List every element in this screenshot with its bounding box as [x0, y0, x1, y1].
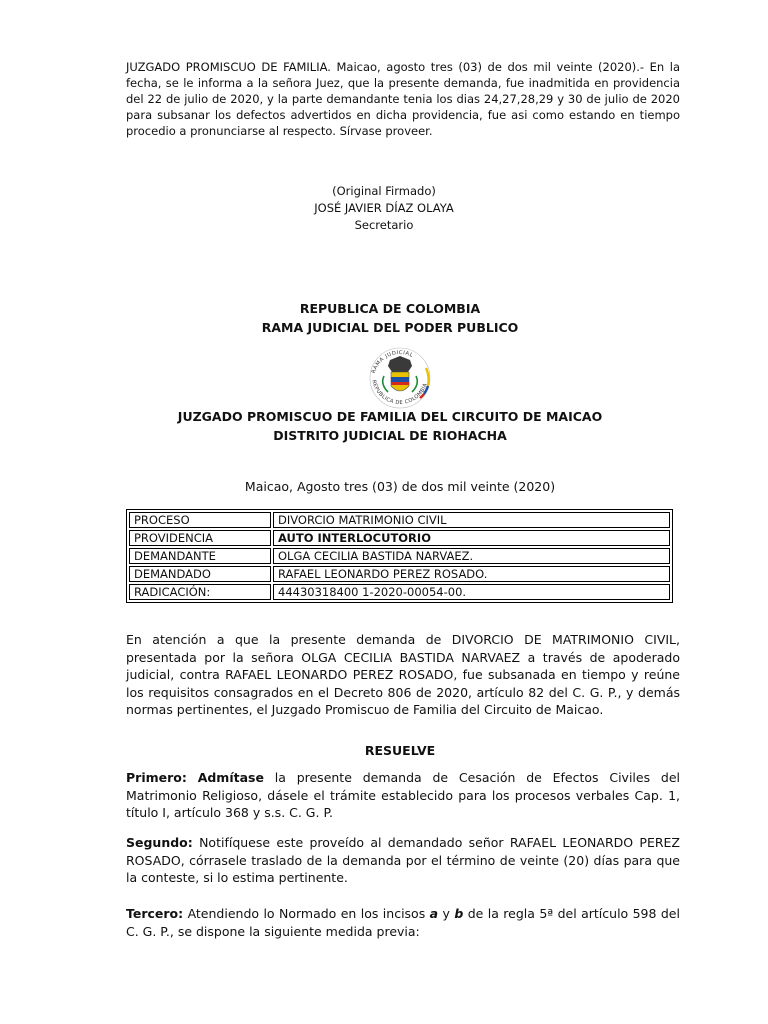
table-value: AUTO INTERLOCUTORIO [273, 530, 670, 546]
republic-title: REPUBLICA DE COLOMBIA [299, 301, 481, 316]
district-title: DISTRITO JUDICIAL DE RIOHACHA [273, 428, 507, 443]
table-row [129, 512, 670, 528]
table-key: DEMANDADO [129, 566, 271, 582]
seal-text-bottom: REPUBLICA DE COLOMBIA [370, 379, 429, 407]
tercero-text-b: de la regla 5ª del artículo 598 del C. G. P., se dispone la siguiente medida previa: [126, 906, 680, 939]
signature-block [0, 183, 768, 234]
table-row [129, 566, 670, 582]
table-key: DEMANDANTE [129, 548, 271, 564]
primero-paragraph [126, 769, 680, 822]
table-key: PROVIDENCIA [129, 530, 271, 546]
segundo-text: Notifíquese este proveído al demandado señor RAFAEL LEONARDO PEREZ ROSADO, córrasele traslado de la demanda por el término de veinte (20) días para que la conteste, si lo estima pertinente. [126, 835, 680, 885]
primero-text: la presente demanda de Cesación de Efectos Civiles del Matrimonio Religioso, dásele el trámite establecido para los procesos verbales Cap. 1, título I, artículo 368 y s.s. C. G. P. [126, 770, 680, 820]
tercero-paragraph [126, 905, 680, 940]
intro-paragraph: En atención a que la presente demanda de DIVORCIO DE MATRIMONIO CIVIL, presentada por la señora OLGA CECILIA BASTIDA NARVAEZ a través de apoderado judicial, contra RAFAEL LEONARDO PEREZ ROSADO, fue subsanada en tiempo y reúne los requisitos consagrados en el Decreto 806 de 2020, artículo 82 del C. G. P., y demás normas pertinentes, el Juzgado Promiscuo de Familia del Circuito de Maicao. [126, 632, 680, 717]
table-row [129, 530, 670, 546]
table-value: 44430318400 1-2020-00054-00. [273, 584, 670, 600]
tercero-label: Tercero: [126, 906, 184, 921]
court-heading [0, 407, 768, 445]
signature-status: (Original Firmado) [332, 184, 436, 198]
republic-heading [0, 299, 768, 337]
tercero-text-a: Atendiendo lo Normado en los incisos [187, 906, 426, 921]
seal-text-top: RAMA JUDICIAL [370, 349, 415, 375]
table-value: RAFAEL LEONARDO PEREZ ROSADO. [273, 566, 670, 582]
segundo-paragraph [126, 834, 680, 887]
document-date: Maicao, Agosto tres (03) de dos mil veinte (2020) [244, 479, 556, 494]
secretary-note: JUZGADO PROMISCUO DE FAMILIA. Maicao, agosto tres (03) de dos mil veinte (2020).- En la fecha, se le informa a la señora Juez, que la presente demanda, fue inadmitida en providencia del 22 de julio de 2020, y la parte demandante tenia los dias 24,27,28,29 y 30 de julio de 2020 para subsanar los defectos advertidos en dicha providencia, fue asi como estando en tiempo procedio a pronunciarse al respecto. Sírvase proveer. [126, 60, 680, 138]
resuelve-heading: RESUELVE [364, 743, 436, 758]
table-value: DIVORCIO MATRIMONIO CIVIL [273, 512, 670, 528]
primero-label: Primero: [126, 770, 187, 785]
tercero-letter-a: a [429, 906, 439, 921]
tercero-conj: y [442, 906, 450, 921]
table-row [129, 584, 670, 600]
table-key: PROCESO [129, 512, 271, 528]
judicial-branch-title: RAMA JUDICIAL DEL PODER PUBLICO [261, 320, 519, 335]
court-title: JUZGADO PROMISCUO DE FAMILIA DEL CIRCUITO DE MAICAO [177, 409, 603, 424]
case-info-table [126, 509, 673, 603]
table-row [129, 548, 670, 564]
primero-verb: Admítase [197, 770, 264, 785]
signer-name: JOSÉ JAVIER DÍAZ OLAYA [314, 201, 454, 215]
tercero-letter-b: b [454, 906, 464, 921]
segundo-label: Segundo: [126, 835, 193, 850]
rama-judicial-seal-icon [358, 346, 442, 410]
signer-role: Secretario [354, 218, 414, 232]
table-key: RADICACIÓN: [129, 584, 271, 600]
table-value: OLGA CECILIA BASTIDA NARVAEZ. [273, 548, 670, 564]
